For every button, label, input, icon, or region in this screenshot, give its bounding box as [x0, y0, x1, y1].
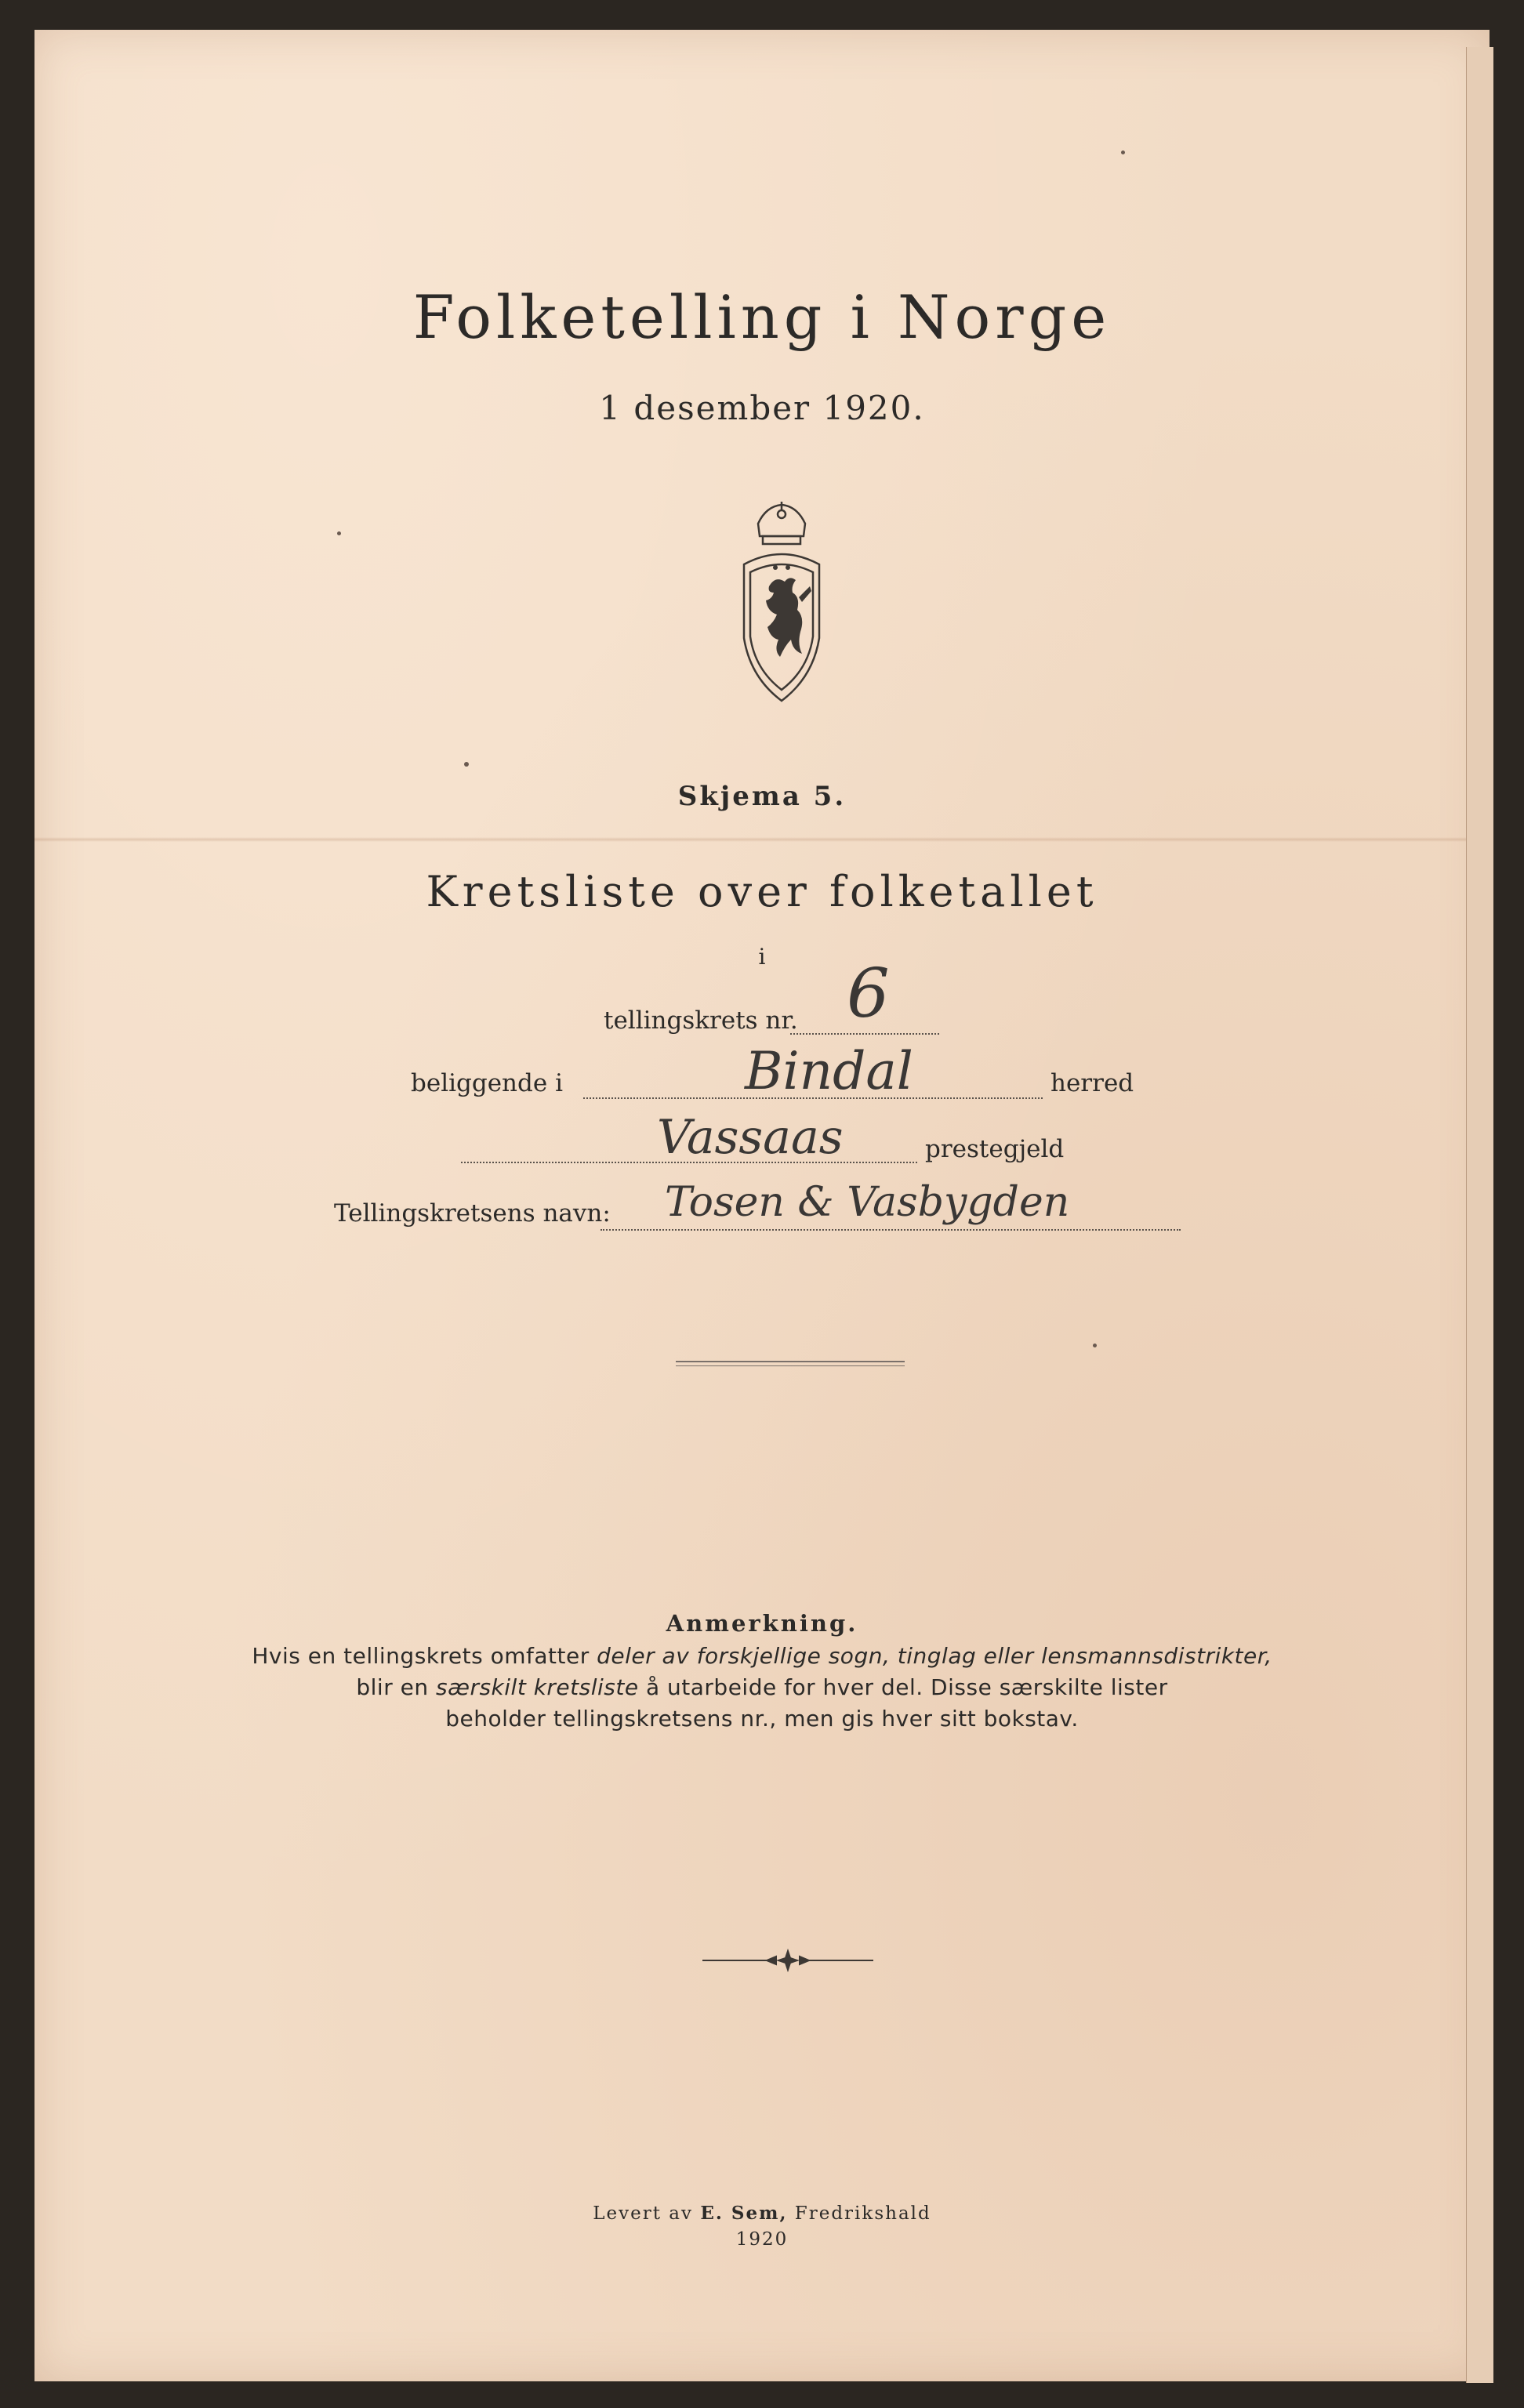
kretsnavn-dotline: [601, 1229, 1181, 1231]
note-line-1-text: Hvis en tellingskrets omfatter: [252, 1643, 597, 1669]
note-line-2: [34, 1674, 1490, 1700]
note-line-1: [34, 1643, 1490, 1669]
herred-label: herred: [1050, 1069, 1134, 1097]
paper-speck: [337, 531, 341, 535]
printer-credit: [34, 2203, 1490, 2224]
census-form-page: [34, 30, 1490, 2381]
section-divider: [676, 1361, 905, 1366]
census-date: 1 desember 1920.: [599, 389, 925, 427]
prestegjeld-value: Vassaas: [657, 1110, 844, 1165]
herred-value: Bindal: [745, 1041, 913, 1101]
document-title: Folketelling i Norge: [412, 282, 1112, 352]
paper-fold: [34, 837, 1490, 842]
tellingskrets-dotline: [790, 1033, 939, 1035]
printer-prefix: Levert av: [593, 2203, 701, 2224]
connector-word: i: [758, 944, 766, 970]
paper-speck: [464, 762, 469, 767]
printer-place: Fredrikshald: [787, 2203, 931, 2224]
note-line-2-text-a: blir en: [356, 1674, 436, 1700]
page-edge: [1466, 47, 1493, 2383]
prestegjeld-label: prestegjeld: [925, 1135, 1065, 1163]
paper-speck: [1093, 1344, 1097, 1347]
printer-name: E. Sem,: [700, 2203, 788, 2224]
decorative-divider-icon: [699, 1949, 876, 1972]
note-title: Anmerkning.: [666, 1610, 858, 1637]
beliggende-label: beliggende i: [411, 1069, 563, 1097]
print-year: 1920: [735, 2229, 789, 2250]
paper-speck: [1121, 150, 1125, 154]
tellingskrets-label: tellingskrets nr.: [604, 1006, 798, 1035]
kretsnavn-label: Tellingskretsens navn:: [334, 1199, 611, 1228]
form-heading: Kretsliste over folketallet: [426, 867, 1098, 916]
note-line-2-text-c: å utarbeide for hver del. Disse særskilte lister: [638, 1674, 1168, 1700]
kretsnavn-value: Tosen & Vasbygden: [665, 1179, 1070, 1226]
note-line-3: beholder tellingskretsens nr., men gis hver sitt bokstav.: [445, 1706, 1079, 1732]
norwegian-coat-of-arms-icon: [735, 500, 829, 705]
note-line-2-emphasis: særskilt kretsliste: [436, 1674, 639, 1700]
note-line-1-emphasis: deler av forskjellige sogn, tinglag eller lensmannsdistrikter,: [597, 1643, 1272, 1669]
schema-number: Skjema 5.: [677, 781, 847, 812]
tellingskrets-value: 6: [847, 955, 890, 1033]
